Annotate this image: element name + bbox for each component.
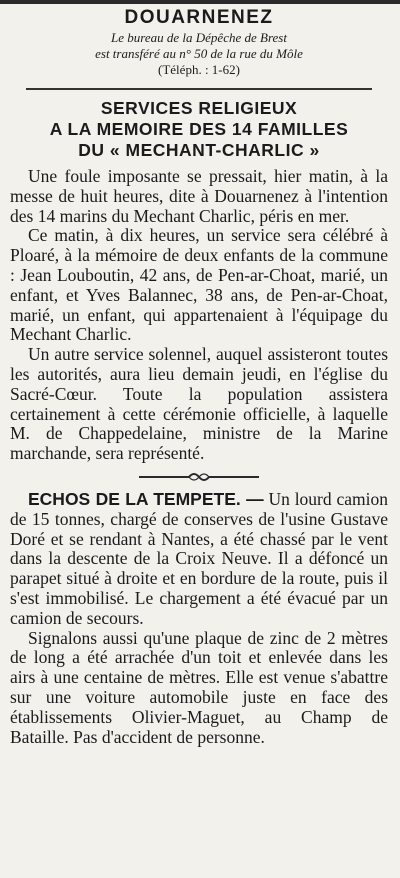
- paragraph: Une foule imposante se pressait, hier matin, à la messe de huit heures, dite à Douarnenez à l'intention des 14 marins du Mechant Charlic, péris en mer.: [10, 166, 388, 226]
- section-divider: [26, 88, 372, 90]
- paragraph: Ce matin, à dix heures, un service sera célébré à Ploaré, à la mémoire de deux enfants de la commune : Jean Louboutin, 42 ans, de Pen-ar-Choat, marié, un enfant, et Yves Balannec, 38 ans, de Pen-ar-Choat, marié, un enfant, qui appartenaient à l'équipage du Mechant Charlic.: [10, 225, 388, 345]
- title-line: DU « MECHANT-CHARLIC »: [78, 140, 320, 160]
- article-body: [10, 167, 388, 464]
- notice-line: est transféré au n° 50 de la rue du Môle: [95, 46, 303, 61]
- city-heading: DOUARNENEZ: [124, 7, 274, 28]
- article-title: [10, 98, 388, 161]
- top-rule: [0, 0, 400, 4]
- title-line: SERVICES RELIGIEUX: [100, 98, 298, 118]
- article-lead: ECHOS DE LA TEMPETE. —: [28, 488, 264, 509]
- office-notice: [10, 30, 388, 78]
- ornament-icon: [139, 470, 259, 484]
- paragraph-text: Un lourd camion de 15 tonnes, chargé de conserves de l'usine Gustave Doré et se rendant à Nantes, a été chassé par le vent dans la descente de la Croix Neuve. Il a défoncé un parapet situé à droite et en bordure de la route, puis il s'est immobilisé. Le chargement a été évacué par un camion de secours.: [10, 488, 388, 628]
- article-body: [10, 490, 388, 747]
- notice-line: Le bureau de la Dépêche de Brest: [111, 30, 287, 45]
- paragraph: Signalons aussi qu'une plaque de zinc de 2 mètres de long a été arrachée d'un toit et enlevée dans les airs à une centaine de mètres. Elle est venue s'abattre sur une voiture automobile juste en face des établissements Olivier-Maguet, au Champ de Bataille. Pas d'accident de personne.: [10, 627, 388, 747]
- title-line: A LA MEMOIRE DES 14 FAMILLES: [49, 119, 349, 139]
- ornament-divider: [10, 466, 388, 488]
- paragraph: Un autre service solennel, auquel assisteront toutes les autorités, aura lieu demain jeudi, en l'église du Sacré-Cœur. Toute la population assistera certainement à cette cérémonie officielle, à laquelle M. de Chappedelaine, ministre de la Marine marchande, sera représenté.: [10, 344, 388, 464]
- phone-number: (Téléph. : 1-62): [158, 62, 240, 77]
- paragraph: [10, 490, 388, 629]
